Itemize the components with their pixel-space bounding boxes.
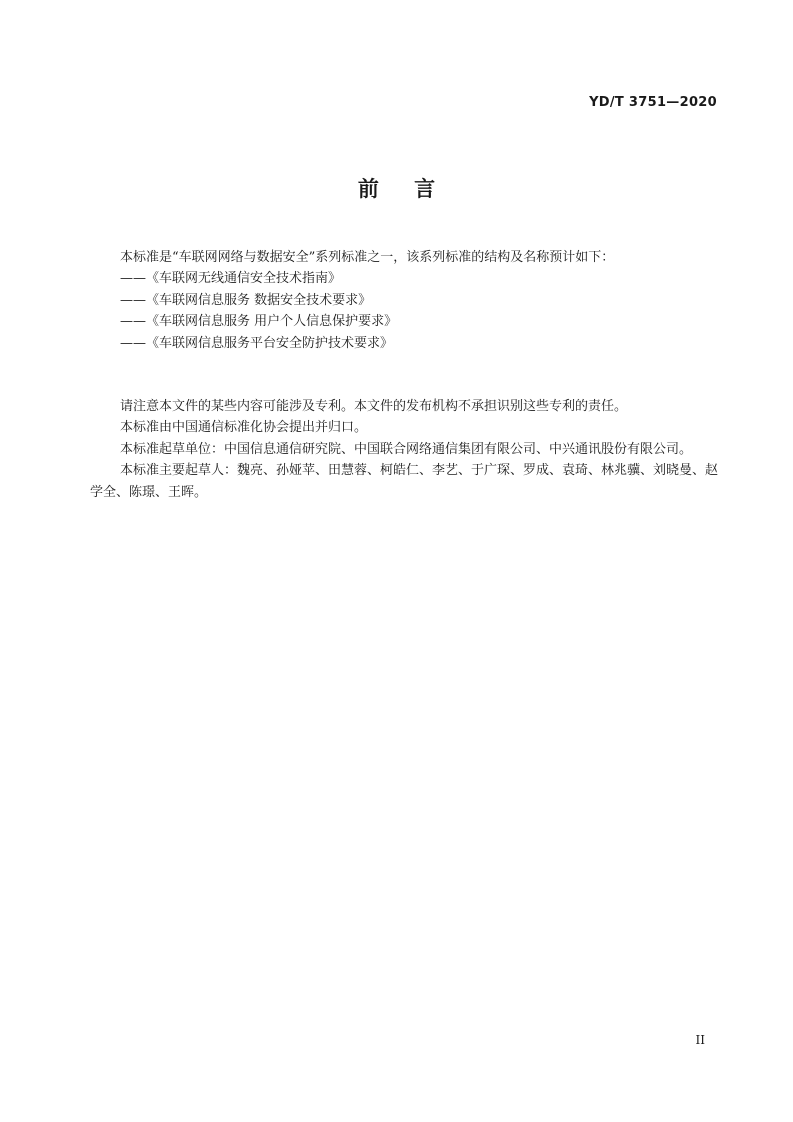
notes-section bbox=[90, 396, 720, 503]
series-item-2: ——《车联网信息服务 数据安全技术要求》 bbox=[120, 292, 372, 308]
page-number: II bbox=[695, 1033, 705, 1047]
intro-section bbox=[90, 247, 720, 354]
drafters-note: 本标准主要起草人：魏亮、孙娅苹、田慧蓉、柯皓仁、李艺、于广琛、罗成、袁琦、林兆骥、刘晓曼、赵学全、陈璟、王晖。 bbox=[90, 463, 719, 500]
patent-notice: 请注意本文件的某些内容可能涉及专利。本文件的发布机构不承担识别这些专利的责任。 bbox=[120, 399, 628, 414]
proposed-by-note: 本标准由中国通信标准化协会提出并归口。 bbox=[120, 420, 368, 436]
series-item-4: ——《车联网信息服务平台安全防护技术要求》 bbox=[120, 335, 394, 351]
document-code: YD/T 3751—2020 bbox=[589, 95, 717, 110]
page-title: 前 言 bbox=[357, 177, 450, 201]
intro-paragraph: 本标准是“车联网网络与数据安全”系列标准之一，该系列标准的结构及名称预计如下： bbox=[120, 250, 615, 265]
series-item-3: ——《车联网信息服务 用户个人信息保护要求》 bbox=[120, 314, 398, 330]
drafting-units-note: 本标准起草单位：中国信息通信研究院、中国联合网络通信集团有限公司、中兴通讯股份有限公司。 bbox=[120, 441, 693, 457]
series-item-1: ——《车联网无线通信安全技术指南》 bbox=[120, 271, 342, 287]
